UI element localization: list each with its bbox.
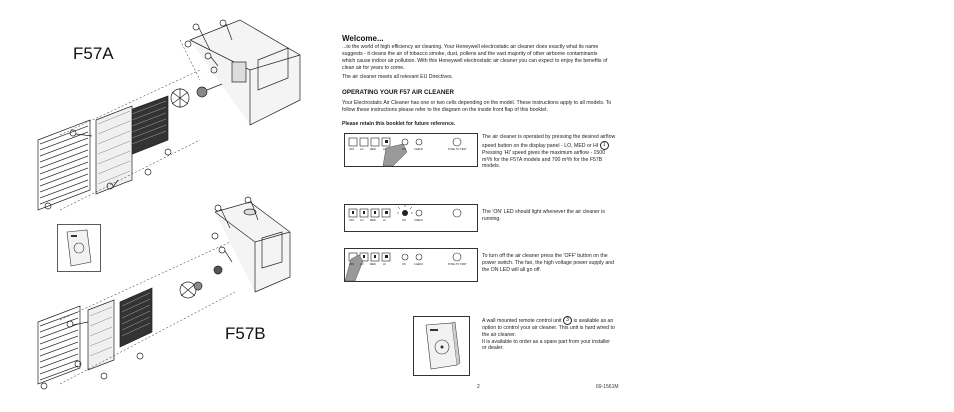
panel1-label-lo: LO [360,148,364,151]
step4-text-a: A wall mounted remote control unit [482,317,562,324]
control-panel-figure-3 [344,248,478,282]
panel2-label-on: ON [402,219,406,222]
panel3-label-check: CHECK [414,263,424,266]
step4-reference-badge: 3 [563,316,572,325]
panel1-label-check: CHECK [414,148,424,151]
panel2-label-check: CHECK [414,219,424,222]
document-code: 69-1561M [596,384,619,390]
remote-control-figure [413,316,470,376]
retain-booklet-note: Please retain this booklet for future reference. [342,121,456,127]
step-1-description [482,134,616,170]
operating-paragraph: Your Electrostatic Air Cleaner has one or two cells depending on the model. These instructions apply to all models. To follow these instructions please refer to the diagram on the inside front flap of this booklet. [342,100,612,113]
control-panel-figure-2 [344,204,478,232]
panel2-label-lo: LO [360,219,364,222]
panel3-label-hi: HI [383,263,386,266]
panel1-label-med: MED [370,148,376,151]
panel3-label-push: PUSH TO TEST [448,263,467,266]
welcome-heading: Welcome... [342,34,384,43]
panel2-label-med: MED [370,219,376,222]
step1-text-a: The air cleaner is operated by pressing the desired airflow speed button on the display panel - LO, MED or HI [482,134,616,149]
panel3-label-off: OFF [349,263,355,266]
eu-directives-note: The air cleaner meets all relevant EU Directives. [342,74,453,80]
step4-text-c: It is available to order as a spare part from your installer or dealer. [482,338,611,352]
f57a-exploded-diagram [0,0,320,215]
step4-text-b: is available as an option to control your air cleaner. This unit is hard wired to the air cleaner. [482,317,615,338]
panel3-label-med: MED [370,263,376,266]
panel2-label-hi: HI [383,219,386,222]
step-3-description: To turn off the air cleaner press the 'OFF' button on the power switch. The fan, the high voltage power supply and the ON LED will all go off. [482,253,614,273]
model-label-f57a: F57A [73,44,114,63]
panel1-label-off: OFF [349,148,355,151]
step1-reference-badge: 1 [600,141,609,150]
control-panel-figure-1 [344,133,478,167]
welcome-paragraph: ...to the world of high efficiency air cleaning. Your Honeywell electrostatic air cleaner does exactly what its name suggests - it cleans the air of tobacco smoke, dust, pollens and the vast majority of other airborne contaminants which cause indoor air pollution. With this Honeywell electrostatic air cleaner you can expect to enjoy the benefits of clean air for years to come. [342,44,608,71]
step1-text-b: Pressing 'HI' speed gives the maximum airflow - 1500 m³/h for the F57A models and 700 m³/h for the F57B models. [482,149,606,170]
step-4-description [482,316,616,352]
panel1-label-hi: HI [383,148,386,151]
model-label-f57b: F57B [225,324,266,343]
panel2-label-off: OFF [349,219,355,222]
panel1-label-push: PUSH TO TEST [448,148,467,151]
step-2-description: The 'ON' LED should light whenever the air cleaner is running. [482,209,605,222]
panel1-label-on: ON [402,148,406,151]
panel3-label-on: ON [402,263,406,266]
operating-heading: OPERATING YOUR F57 AIR CLEANER [342,89,454,96]
panel3-label-lo: LO [360,263,364,266]
page-number: 2 [477,384,480,390]
f57b-exploded-diagram [0,192,320,412]
